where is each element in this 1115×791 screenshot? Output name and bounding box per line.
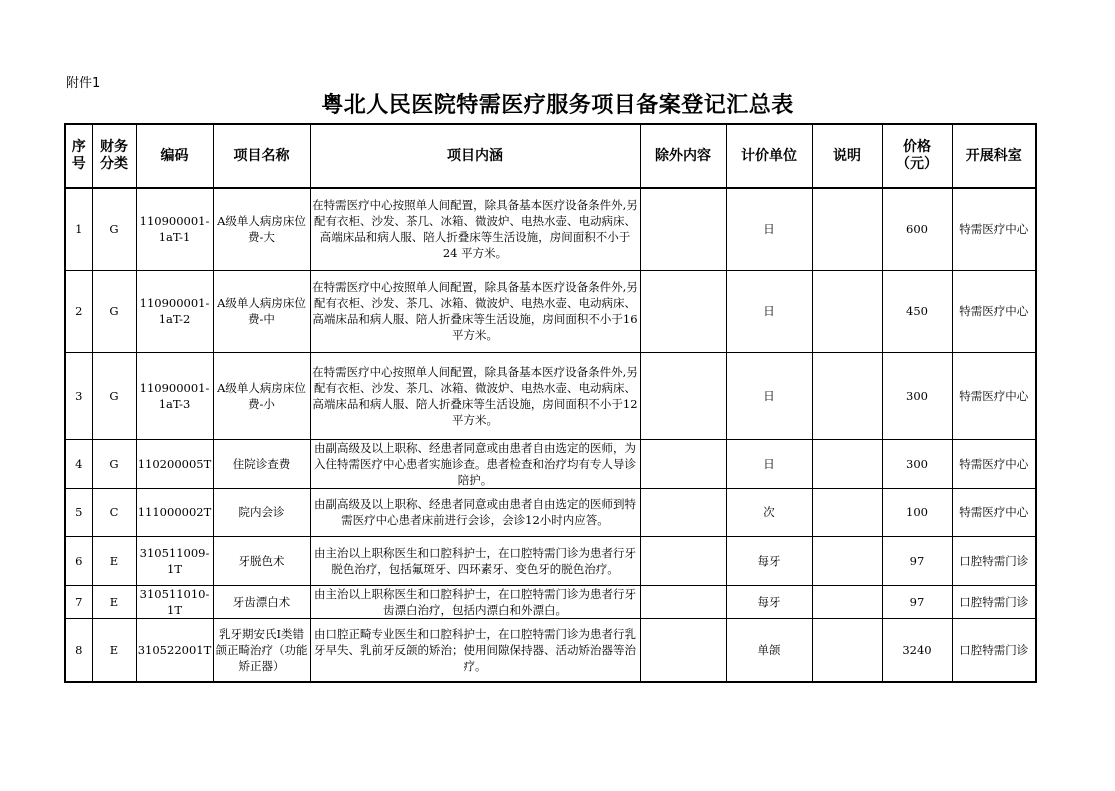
cell-content: 在特需医疗中心按照单人间配置，除具备基本医疗设备条件外,另配有衣柜、沙发、茶几、冰箱、微波炉、电热水壶、电动病床、高端床品和病人服、陪人折叠床等生活设施，房间面积不小于12 平方米。 — [310, 352, 640, 439]
registration-table — [64, 123, 1037, 683]
cell-finance: G — [92, 188, 136, 270]
table-row — [65, 439, 1036, 488]
table-row — [65, 270, 1036, 352]
cell-dept: 特需医疗中心 — [952, 352, 1036, 439]
cell-unit: 单颌 — [726, 618, 812, 682]
cell-exclude — [640, 536, 726, 585]
cell-name: 住院诊查费 — [213, 439, 310, 488]
cell-content: 由副高级及以上职称、经患者同意或由患者自由选定的医师到特需医疗中心患者床前进行会诊，会诊12小时内应答。 — [310, 488, 640, 536]
cell-exclude — [640, 439, 726, 488]
col-content: 项目内涵 — [310, 124, 640, 188]
page-title: 粤北人民医院特需医疗服务项目备案登记汇总表 — [321, 93, 794, 118]
cell-code: 111000002T — [136, 488, 213, 536]
cell-dept: 特需医疗中心 — [952, 188, 1036, 270]
header-row — [65, 124, 1036, 188]
cell-code: 310511009-1T — [136, 536, 213, 585]
cell-note — [812, 352, 882, 439]
cell-note — [812, 618, 882, 682]
cell-price: 600 — [882, 188, 952, 270]
cell-note — [812, 439, 882, 488]
cell-code: 110200005T — [136, 439, 213, 488]
cell-code: 310511010-1T — [136, 585, 213, 618]
cell-exclude — [640, 188, 726, 270]
cell-exclude — [640, 618, 726, 682]
col-code: 编码 — [136, 124, 213, 188]
cell-code: 110900001-1aT-3 — [136, 352, 213, 439]
cell-unit: 每牙 — [726, 536, 812, 585]
cell-exclude — [640, 352, 726, 439]
cell-seq: 8 — [65, 618, 92, 682]
cell-finance: E — [92, 618, 136, 682]
cell-exclude — [640, 488, 726, 536]
cell-code: 110900001-1aT-1 — [136, 188, 213, 270]
cell-content: 由副高级及以上职称、经患者同意或由患者自由选定的医师，为入住特需医疗中心患者实施诊查。患者检查和治疗均有专人导诊陪护。 — [310, 439, 640, 488]
cell-name: 牙齿漂白术 — [213, 585, 310, 618]
cell-price: 97 — [882, 536, 952, 585]
cell-exclude — [640, 270, 726, 352]
cell-note — [812, 270, 882, 352]
col-unit: 计价单位 — [726, 124, 812, 188]
cell-unit: 每牙 — [726, 585, 812, 618]
cell-seq: 3 — [65, 352, 92, 439]
cell-note — [812, 536, 882, 585]
cell-price: 3240 — [882, 618, 952, 682]
cell-unit: 日 — [726, 352, 812, 439]
cell-exclude — [640, 585, 726, 618]
attachment-label: 附件1 — [66, 76, 101, 91]
col-note: 说明 — [812, 124, 882, 188]
cell-finance: E — [92, 585, 136, 618]
cell-seq: 4 — [65, 439, 92, 488]
cell-seq: 7 — [65, 585, 92, 618]
cell-content: 由主治以上职称医生和口腔科护士，在口腔特需门诊为患者行牙脱色治疗，包括氟斑牙、四环素牙、变色牙的脱色治疗。 — [310, 536, 640, 585]
cell-unit: 日 — [726, 188, 812, 270]
cell-dept: 特需医疗中心 — [952, 488, 1036, 536]
cell-dept: 特需医疗中心 — [952, 439, 1036, 488]
cell-content: 在特需医疗中心按照单人间配置，除具备基本医疗设备条件外,另配有衣柜、沙发、茶几、冰箱、微波炉、电热水壶、电动病床、高端床品和病人服、陪人折叠床等生活设施，房间面积不小于 24 平方米。 — [310, 188, 640, 270]
cell-name: 院内会诊 — [213, 488, 310, 536]
cell-name: A级单人病房床位费-小 — [213, 352, 310, 439]
col-finance: 财务分类 — [92, 124, 136, 188]
table-row — [65, 618, 1036, 682]
table-row — [65, 188, 1036, 270]
cell-note — [812, 488, 882, 536]
cell-seq: 2 — [65, 270, 92, 352]
col-dept: 开展科室 — [952, 124, 1036, 188]
cell-name: A级单人病房床位费-中 — [213, 270, 310, 352]
table-row — [65, 585, 1036, 618]
cell-content: 在特需医疗中心按照单人间配置，除具备基本医疗设备条件外,另配有衣柜、沙发、茶几、冰箱、微波炉、电热水壶、电动病床、高端床品和病人服、陪人折叠床等生活设施，房间面积不小于16 平方米。 — [310, 270, 640, 352]
cell-code: 310522001T — [136, 618, 213, 682]
cell-price: 97 — [882, 585, 952, 618]
table-row — [65, 352, 1036, 439]
cell-code: 110900001-1aT-2 — [136, 270, 213, 352]
cell-dept: 特需医疗中心 — [952, 270, 1036, 352]
cell-seq: 1 — [65, 188, 92, 270]
cell-dept: 口腔特需门诊 — [952, 536, 1036, 585]
cell-unit: 日 — [726, 439, 812, 488]
cell-unit: 次 — [726, 488, 812, 536]
cell-note — [812, 188, 882, 270]
cell-content: 由主治以上职称医生和口腔科护士，在口腔特需门诊为患者行牙齿漂白治疗，包括内漂白和外漂白。 — [310, 585, 640, 618]
cell-name: 乳牙期安氏I类错颌正畸治疗（功能矫正器） — [213, 618, 310, 682]
cell-price: 450 — [882, 270, 952, 352]
cell-price: 100 — [882, 488, 952, 536]
col-price: 价格（元） — [882, 124, 952, 188]
cell-price: 300 — [882, 352, 952, 439]
cell-name: 牙脱色术 — [213, 536, 310, 585]
cell-finance: G — [92, 270, 136, 352]
cell-unit: 日 — [726, 270, 812, 352]
col-seq: 序号 — [65, 124, 92, 188]
cell-price: 300 — [882, 439, 952, 488]
col-name: 项目名称 — [213, 124, 310, 188]
cell-seq: 5 — [65, 488, 92, 536]
table-row — [65, 488, 1036, 536]
col-exclude: 除外内容 — [640, 124, 726, 188]
cell-finance: E — [92, 536, 136, 585]
cell-name: A级单人病房床位费-大 — [213, 188, 310, 270]
cell-note — [812, 585, 882, 618]
cell-finance: C — [92, 488, 136, 536]
table-row — [65, 536, 1036, 585]
cell-dept: 口腔特需门诊 — [952, 618, 1036, 682]
cell-dept: 口腔特需门诊 — [952, 585, 1036, 618]
cell-finance: G — [92, 352, 136, 439]
cell-seq: 6 — [65, 536, 92, 585]
cell-content: 由口腔正畸专业医生和口腔科护士，在口腔特需门诊为患者行乳牙早失、乳前牙反颌的矫治；使用间隙保持器、活动矫治器等治疗。 — [310, 618, 640, 682]
cell-finance: G — [92, 439, 136, 488]
